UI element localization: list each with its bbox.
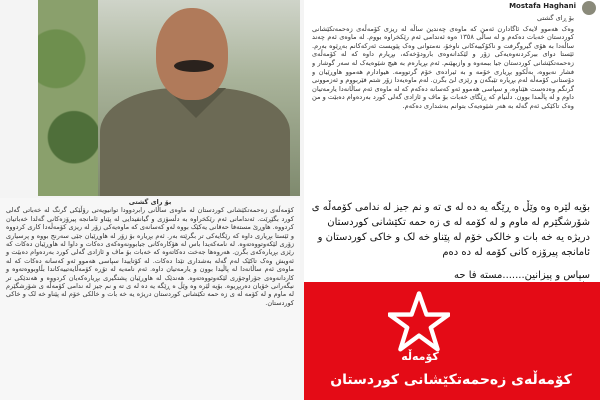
left-statement-text (0, 198, 300, 400)
logo-wordmark: کۆمەڵە (401, 350, 439, 363)
post-paragraph: وەک هەموو لایەک ئاگادارن ئەمن کە ماوەی چەندین ساڵە لە ریزی کۆمەڵەی زەحمەتکێشانی کوردستان خەبات دەکەم و لە ساڵی ١٣٥٨ ەوە ئەندامی ئەم رێکخراوە بووم. لە ماوەی ئەم چەند ساڵەدا بە هۆی گیروگرفت و ناکۆکییەکانی ناوخۆ، نەمتوانی وەک پێویست ئەرکەکانم بەڕێوە بەرم. ئێستا دوای بیرکردنەوەیەکی زۆر و لێکدانەوەی بارودۆخەکە، بڕیارم داوە کە لە کۆمەڵەی زەحمەتکێشانی کوردستان جیا ببمەوە و وازبهێنم. ئەم بڕیارەم بە هیچ شێوەیەک لە سەر گوشار و فشار نەبووە، بەڵکوو بڕیاری خۆمە و بە ئیرادەی خۆم گرتوومە. هیوادارم هەموو هاوڕێیان و دۆستانی کۆمەڵە لەم بڕیارە تێبگەن و رێزی لێ بگرن. لەم ماوەیەدا زۆر شتم فێربووم و ئەزموونی گرنگم وەدەست هێناوە، و سپاسی هەموو ئەو کەسانە دەکەم کە لە ماوەی ئەم ساڵانەدا یارمەتیان داوم و لە پاڵمدا بوون. دڵنیام کە ڕێگای خەبات بۆ ماف و ئازادی گەلی کورد بەردەوام دەبێت و من وەک تاکێکی ئەم گەلە بە هەر شێوەیەک بتوانم بەشداری دەکەم. (312, 24, 574, 110)
left-statement-title: بۆ رای گشتی (128, 198, 172, 206)
post-greeting: بۆ ڕای گشتی (537, 14, 574, 22)
portrait-photo (38, 0, 300, 196)
foliage-background (38, 0, 98, 196)
post-author[interactable]: Mostafa Haghani (509, 2, 576, 10)
quote-text: بۆیە لێرە وە وێڵ ە ڕێگە یە دە لە ی تە و نم جیز لە ندامی کۆمەڵە ی شۆرشگێرم لە ماوم و لە کۆمە لە ی زە حمە تکێشانی کوردستان دریژە یە خە بات و خالکی خۆم لە پێناو خە لک و خاکی کوردستان و ئامانجە پیرۆزە کانی کۆمە لە دە دەم (311, 202, 590, 258)
man-head (156, 8, 228, 100)
mustache (174, 60, 214, 72)
author-avatar[interactable] (582, 1, 596, 15)
highlighted-quote (310, 200, 590, 270)
left-statement-body: کۆمەڵەی زەحمەتکێشانی کوردستان لە ماوەی ساڵانی رابردوودا توانیویەتی رۆڵێکی گرنگ لە خەباتی گەلی کورد بگێڕێت. ئەندامانی ئەم رێکخراوە بە دڵسۆزی و گیانفیدایی لە پێناو ئامانجە پیرۆزەکانی گەلدا خەباتیان کردووە. هاوڕێ مستەفا حەقانی یەکێک بووە لەو کەسانەی کە ماوەیەکی زۆر لە ریزی کۆمەڵەدا کاری کردووە و ئێستا بڕیاری داوە کە رێگایەکی تر بگرێتە بەر. ئەم بڕیارە بۆ زۆر لە هاوڕێیان جێی سەرنج بووە و پرسیاری زۆری لێکەوتووەتەوە. لە نامەکەیدا باس لە هۆکارەکانی جیابوونەوەکەی دەکات و داوا لە هاوڕێیان دەکات کە رێزی بڕیارەکەی بگرن. هەروەها جەخت دەکاتەوە کە خەبات بۆ ماف و ئازادی گەلی کورد بەردەوام دەبێت و ئەویش وەک تاکێک لەم گەلە بەشداری تێدا دەکات. لە کۆتاییدا سپاسی هەموو ئەو کەسانە دەکات کە لە ماوەی ئەم ساڵانەدا لە پاڵیدا بوون و یارمەتیان داوە. ئەم نامەیە لە تۆڕە کۆمەڵایەتییەکاندا بڵاوبووەتەوە و کاردانەوەی جۆراوجۆری لێکەوتووەتەوە. هەندێک لە هاوڕێیان پشتگیری بڕیارەکەیان کردووە و هەندێکی تر نیگەرانی خۆیان دەربڕیوە. بۆیە لێرە وە وێڵ ە ڕێگە یە دە لە ی تە و نم جیز لە ندامی کۆمەڵە ی شۆرشگێرم لە ماوم و لە کۆمە لە ی زە حمە تکێشانی کوردستان دریژە یە خە بات و خالکی خۆم لە پێناو خە لک و خاکی کوردستان. (6, 206, 294, 307)
red-star-logo-icon (388, 291, 450, 353)
signature-line: سپاس و پیزانین.......مستە فا حە (454, 270, 590, 281)
party-name: کۆمەڵەی زەحمەتکێشانی کوردستان (330, 372, 572, 388)
